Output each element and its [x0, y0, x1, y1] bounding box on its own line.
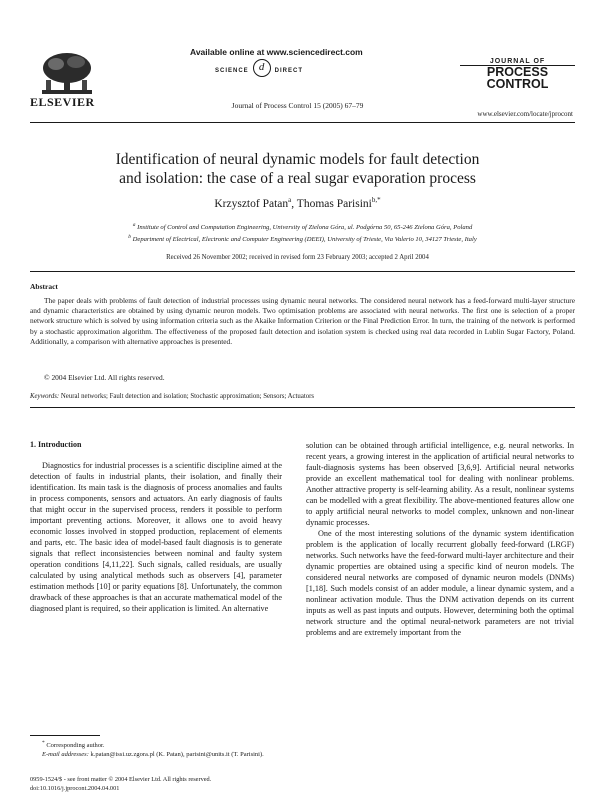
journal-logo-line1: PROCESS [486, 65, 549, 79]
journal-logo-small: JOURNAL OF [460, 58, 575, 66]
title-line-1: Identification of neural dynamic models for fault detection [115, 151, 480, 168]
issn-line: 0959-1524/$ - see front matter © 2004 Elsevier Ltd. All rights reserved. [30, 776, 212, 783]
available-online-text: Available online at www.sciencedirect.com [190, 47, 363, 57]
affiliation-a-sup: a [132, 222, 136, 228]
abstract-heading: Abstract [30, 282, 58, 291]
corresponding-note [30, 739, 295, 751]
author-2-sup: b,* [371, 196, 381, 204]
received-dates: Received 26 November 2002; received in revised form 23 February 2003; accepted 2 April 2004 [166, 254, 429, 261]
affiliation-a [30, 222, 575, 231]
publisher-name: ELSEVIER [30, 95, 95, 109]
sd-left-text: SCIENCE [215, 68, 249, 74]
title-rule [30, 271, 575, 272]
left-column [30, 460, 282, 614]
sd-right-text: DIRECT [274, 68, 304, 74]
footnote-star: * [42, 740, 45, 746]
keywords [30, 393, 314, 400]
header-rule [30, 122, 575, 123]
abstract-copyright: © 2004 Elsevier Ltd. All rights reserved. [44, 373, 165, 382]
author-separator: , [291, 197, 297, 210]
title-line-2: and isolation: the case of a real sugar evaporation process [119, 170, 476, 187]
sd-mark-icon: d [253, 59, 271, 77]
journal-logo [460, 58, 575, 90]
author-1: Krzysztof Patan [214, 197, 289, 210]
doi-line[interactable]: doi:10.1016/j.jprocont.2004.04.001 [30, 784, 120, 792]
footnote-rule [30, 735, 100, 736]
affiliation-b [30, 234, 575, 243]
affiliation-b-sup: b [128, 234, 131, 240]
abstract-text: The paper deals with problems of fault detection of industrial processes using dynamic neural networks. The considered neural network has a feed-forward multi-layer structure and dynamic characteristics are obtained by using dynamic neuron models. Two optimisation problems are associated with neural networks. The first one is selection of a proper network structure which is solved by using information criteria such as the Akaike Information Criterion or the Final Prediction Error. In turn, the training of the network is performed by a stochastic approximation algorithm. The effectiveness of the proposed fault detection and isolation system is checked using real data recorded in Lublin Sugar Factory, Poland. Additionally, a comparison with alternative approaches is presented. [30, 296, 575, 346]
affiliation-a-text: Institute of Control and Computation Engineering, University of Zielona Góra, ul. Podgórna 50, 65-246 Zielona Góra, Poland [137, 224, 473, 232]
keywords-label: Keywords: [30, 393, 60, 400]
author-2: Thomas Parisini [296, 197, 372, 210]
left-paragraph: Diagnostics for industrial processes is a scientific discipline aimed at the detection of faults in industrial plants, their isolation, and finally their identification. Its main task is the diagnosis of process anomalies and faults in process components, sensors and actuators. An early diagnosis of faults that might occur in the supervised process, renders it possible to perform important preventing actions. Moreover, it allows one to avoid heavy economic losses involved in stopped production, replacement of elements and parts, etc. The basic idea of model-based fault diagnosis is to generate signals that reflect inconsistencies between nominal and faulty system operation conditions [4,11,22]. Such signals, called residuals, are usually calculated by using analytical methods such as observers [4], parameter estimation methods [10] or parity equations [8]. Unfortunately, the common drawback of these approaches is that an accurate mathematical model of the diagnosed plant is required, so their application is limited. An alternative [30, 461, 282, 613]
footnote [30, 739, 295, 759]
article-title [40, 150, 555, 188]
author-1-sup: a [288, 196, 292, 204]
corresponding-text: Corresponding author. [44, 742, 105, 750]
email-text[interactable]: k.patan@issi.uz.zgora.pl (K. Patan), parisini@units.it (T. Parisini). [88, 750, 264, 758]
author-list [0, 196, 595, 210]
bottom-info [30, 776, 211, 793]
section-heading: 1. Introduction [30, 440, 82, 449]
abstract-rule [30, 407, 575, 408]
right-column [306, 440, 574, 638]
right-paragraph-2: One of the most interesting solutions of the dynamic system identification problem is the application of locally recurrent globally feed-forward (LRGF) networks. Such networks have the feed-forward multi-layer architecture and their dynamic properties are obtained using a specific kind of neuron models. The considered neural networks are composed of dynamic neuron models (DNMs) [1,18]. Such models consist of an adder module, a linear dynamic system, and a nonlinear activation module. Thus the DNM activation depends on its current inputs as well as past inputs and outputs. However, determining both the optimal network structure and the optimal neural-network parameters are not trivial problems and are extremely important from the [306, 529, 574, 637]
email-label: E-mail addresses: [42, 750, 89, 758]
elsevier-tree-logo [38, 50, 96, 96]
keywords-list: Neural networks; Fault detection and isolation; Stochastic approximation; Sensors; Actuators [59, 393, 315, 400]
journal-url[interactable]: www.elsevier.com/locate/jprocont [477, 110, 573, 118]
email-note [30, 751, 295, 760]
journal-logo-line2: CONTROL [486, 77, 549, 91]
journal-citation: Journal of Process Control 15 (2005) 67–79 [231, 101, 364, 110]
sciencedirect-logo [215, 59, 345, 79]
affiliation-b-text: Department of Electrical, Electronic and Computer Engineering (DEEI), University of Trieste, Via Valerio 10, 34127 Trieste, Italy [132, 236, 477, 244]
right-paragraph-1: solution can be obtained through artificial intelligence, e.g. neural networks. In recent years, a growing interest in the application of artificial neural networks to fault-diagnosis systems has been observed [3,6,9]. Artificial neural networks provide an excellent mathematical tool for dealing with nonlinear problems. Another attractive property is self-learning ability. As a result, nonlinear systems can be modelled with a great flexibility. The above-mentioned features allow one to apply artificial neural networks to model complex, unknown and non-linear dynamic processes. [306, 441, 574, 527]
